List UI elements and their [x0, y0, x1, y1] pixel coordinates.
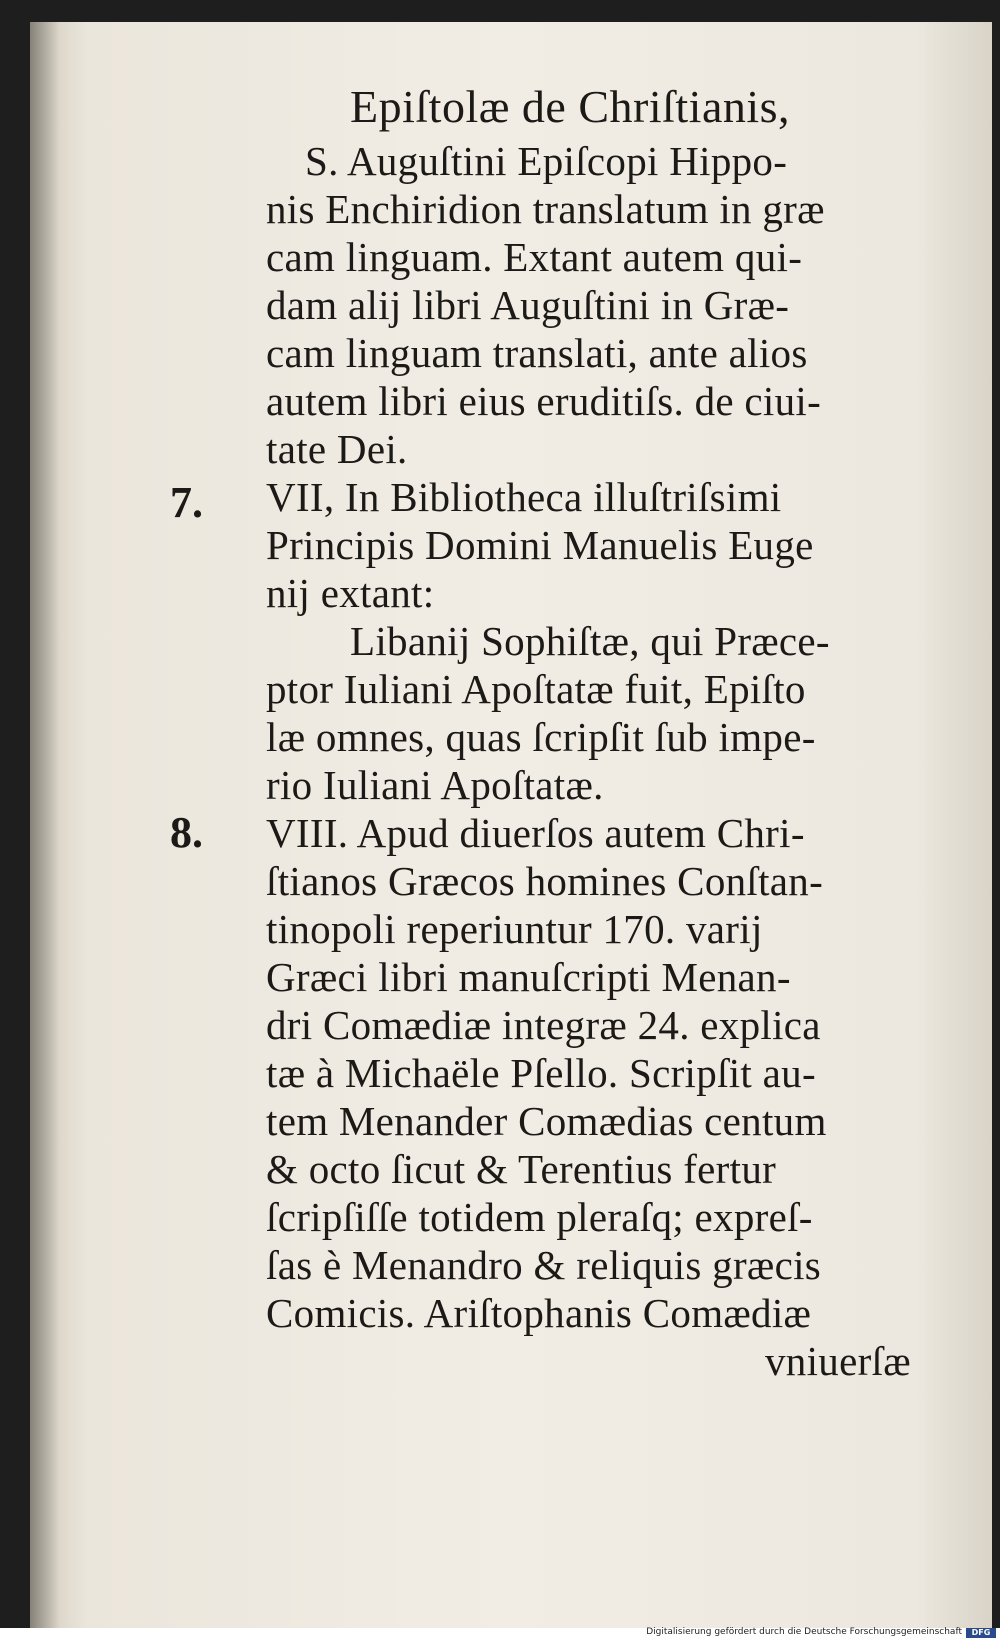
text-line: ſtianos Græcos homines Conſtan- [266, 858, 824, 904]
text-line: nij extant: [266, 570, 435, 616]
footer-credit: Digitalisierung gefördert durch die Deutsche Forschungsgemeinschaft [646, 1627, 962, 1637]
text-line: cam linguam. Extant autem qui- [266, 234, 803, 280]
text-line: dri Comædiæ integræ 24. explica [266, 1002, 821, 1048]
text-line: tinopoli reperiuntur 170. varij [266, 906, 763, 952]
dfg-logo: DFG [966, 1628, 996, 1638]
text-line: rio Iuliani Apoſtatæ. [266, 762, 604, 808]
text-line: Libanij Sophiſtæ, qui Præce- [350, 618, 830, 664]
text-line: tem Menander Comædias centum [266, 1098, 827, 1144]
text-line: tæ à Michaële Pſello. Scripſit au- [266, 1050, 816, 1096]
text-line: VIII. Apud diuerſos autem Chri- [266, 810, 805, 856]
margin-number-7: 7. [170, 478, 203, 527]
text-line: nis Enchiridion translatum in græ [266, 186, 825, 232]
running-header: Epiſtolæ de Chriſtianis, [350, 81, 791, 132]
text-line: cam linguam translati, ante alios [266, 330, 808, 376]
text-line: Græci libri manuſcripti Menan- [266, 954, 791, 1000]
text-line: ſas è Menandro & reliquis græcis [266, 1242, 822, 1288]
digitization-footer [0, 1628, 1000, 1639]
text-line: VII, In Bibliotheca illuſtriſsimi [266, 474, 782, 520]
text-line: & octo ſicut & Terentius fertur [266, 1146, 777, 1192]
text-line: ptor Iuliani Apoſtatæ fuit, Epiſto [266, 666, 806, 712]
page-text [30, 22, 992, 1628]
text-line: dam alij libri Auguſtini in Græ- [266, 282, 790, 328]
catchword: vniuerſæ [765, 1338, 911, 1384]
text-line: S. Auguſtini Epiſcopi Hippo- [305, 138, 788, 184]
text-line: læ omnes, quas ſcripſit ſub impe- [266, 714, 816, 760]
text-line: autem libri eius eruditiſs. de ciui- [266, 378, 822, 424]
text-line: Principis Domini Manuelis Euge [266, 522, 814, 568]
margin-number-8: 8. [170, 808, 203, 857]
text-line: Comicis. Ariſtophanis Comædiæ [266, 1290, 812, 1336]
text-line: ſcripſiſſe totidem pleraſq; expreſ- [266, 1194, 813, 1240]
text-line: tate Dei. [266, 426, 408, 472]
